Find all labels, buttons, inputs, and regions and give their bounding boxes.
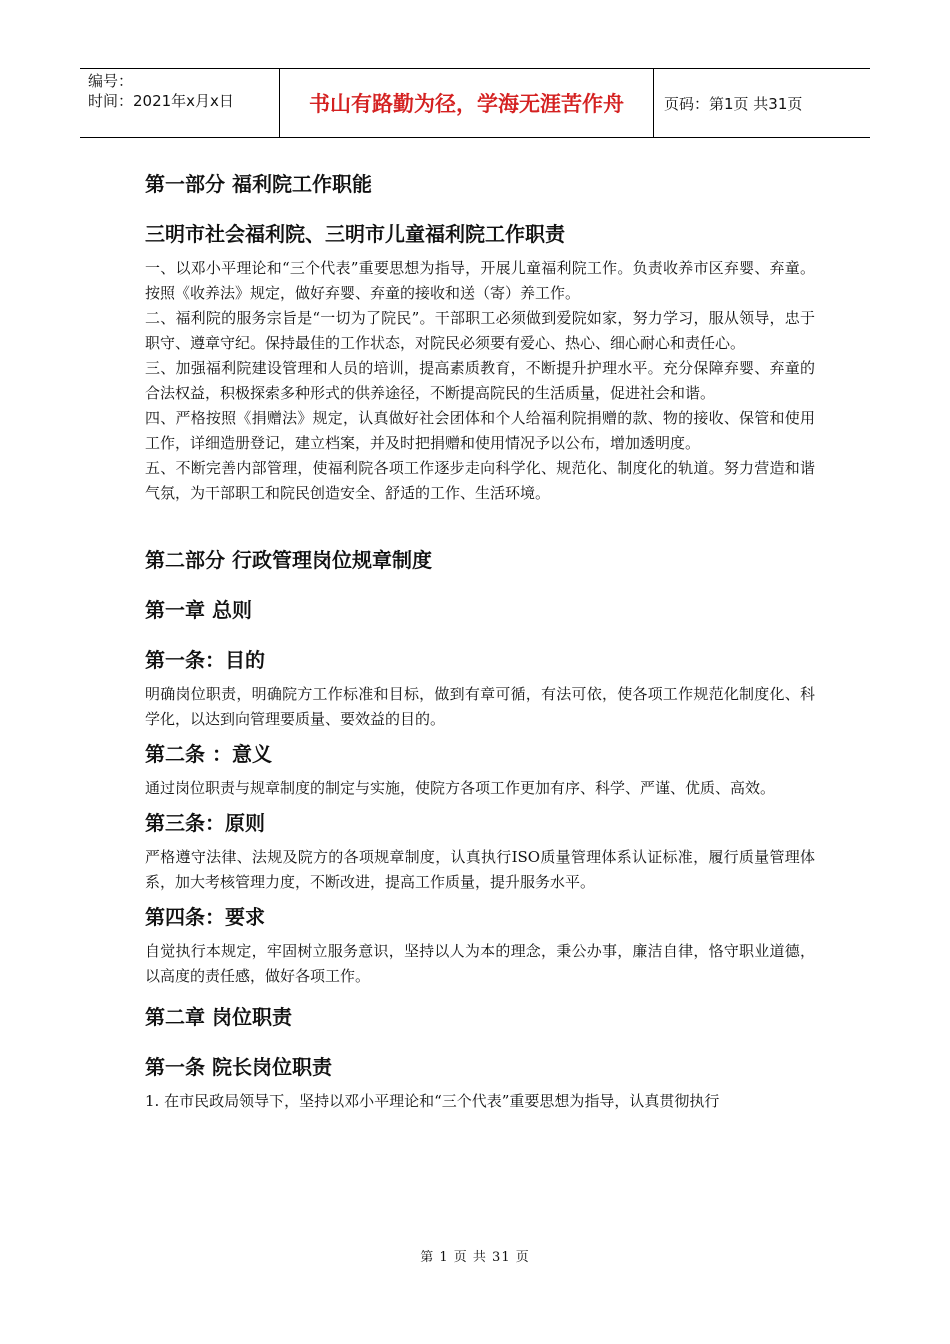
page-footer: 第 1 页 共 31 页 (420, 1250, 530, 1265)
part1-title: 第一部分 福利院工作职能 (145, 172, 372, 196)
article2-text: 通过岗位职责与规章制度的制定与实施，使院方各项工作更加有序、科学、严谨、优质、高效。 (145, 779, 776, 797)
document-body (145, 166, 815, 1114)
header-page-number: 页码：第1页 共31页 (664, 94, 803, 113)
duties-title: 三明市社会福利院、三明市儿童福利院工作职责 (145, 222, 565, 246)
page-header (80, 68, 870, 138)
article1-title: 第一条：目的 (145, 648, 265, 672)
chapter2-article1-title: 第一条 院长岗位职责 (145, 1055, 332, 1079)
article4-title: 第四条：要求 (145, 905, 265, 929)
article3-text: 严格遵守法律、法规及院方的各项规章制度，认真执行ISO质量管理体系认证标准，履行质量管理体系，加大考核管理力度，不断改进，提高工作质量，提升服务水平。 (145, 848, 815, 891)
article1-text: 明确岗位职责，明确院方工作标准和目标，做到有章可循，有法可依，使各项工作规范化制度化、科学化，以达到向管理要质量、要效益的目的。 (145, 685, 815, 728)
chapter1-title: 第一章 总则 (145, 598, 252, 622)
article3-title: 第三条：原则 (145, 811, 265, 835)
duty-item: 二、福利院的服务宗旨是“一切为了院民”。干部职工必须做到爱院如家，努力学习，服从领导，忠于职守、遵章守纪。保持最佳的工作状态，对院民必须要有爱心、热心、细心耐心和责任心。 (145, 309, 815, 352)
article2-title: 第二条 ：意义 (145, 742, 272, 766)
duty-item: 一、以邓小平理论和“三个代表”重要思想为指导，开展儿童福利院工作。负责收养市区弃婴、弃童。按照《收养法》规定，做好弃婴、弃童的接收和送（寄）养工作。 (145, 259, 815, 302)
header-date: 时间：2021年x月x日 (88, 92, 234, 110)
duties-list (145, 256, 815, 506)
duty-item: 五、不断完善内部管理，使福利院各项工作逐步走向科学化、规范化、制度化的轨道。努力营造和谐气氛，为干部职工和院民创造安全、舒适的工作、生活环境。 (145, 459, 815, 502)
header-number: 编号： (88, 72, 134, 90)
chapter2-title: 第二章 岗位职责 (145, 1005, 292, 1029)
duty-item: 三、加强福利院建设管理和人员的培训，提高素质教育，不断提升护理水平。充分保障弃婴、弃童的合法权益，积极探索多种形式的供养途径，不断提高院民的生活质量，促进社会和谐。 (145, 359, 815, 402)
part2-title: 第二部分 行政管理岗位规章制度 (145, 548, 432, 572)
chapter2-article1-text: 1. 在市民政局领导下，坚持以邓小平理论和“三个代表”重要思想为指导，认真贯彻执行 (145, 1092, 720, 1110)
duty-item: 四、严格按照《捐赠法》规定，认真做好社会团体和个人给福利院捐赠的款、物的接收、保管和使用工作，详细造册登记，建立档案，并及时把捐赠和使用情况予以公布，增加透明度。 (145, 409, 815, 452)
article4-text: 自觉执行本规定，牢固树立服务意识，坚持以人为本的理念，秉公办事，廉洁自律，恪守职业道德，以高度的责任感，做好各项工作。 (145, 942, 815, 985)
header-meta (80, 69, 280, 137)
header-motto: 书山有路勤为径，学海无涯苦作舟 (280, 69, 654, 137)
